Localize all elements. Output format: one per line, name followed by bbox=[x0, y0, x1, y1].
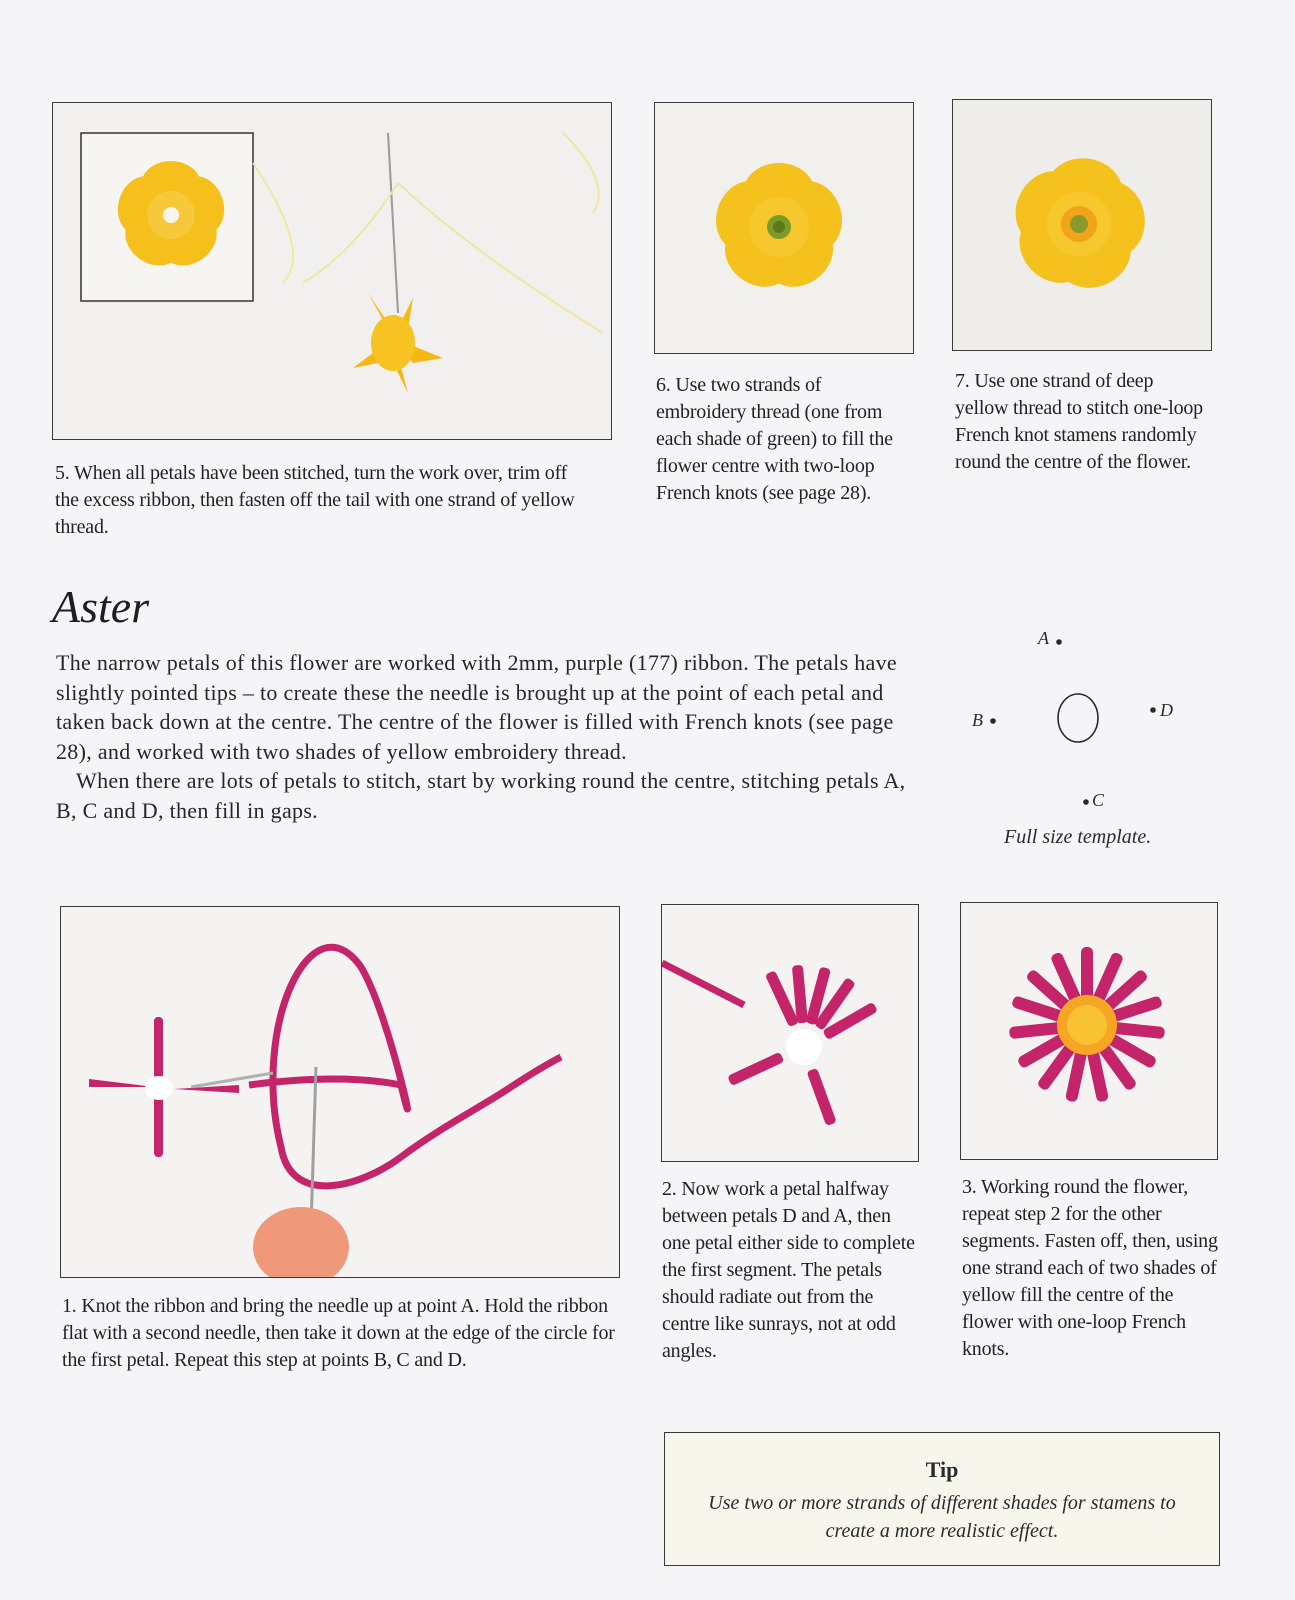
photo-step-6 bbox=[654, 102, 914, 354]
template-caption: Full size template. bbox=[1004, 826, 1152, 848]
caption-step-6: 6. Use two strands of embroidery thread (one from each shade of green) to fill the flower centre with two-loop French knots (see page 28). bbox=[656, 374, 893, 504]
template-label-c: C bbox=[1092, 790, 1105, 810]
point-b-dot bbox=[990, 718, 996, 724]
tip-title: Tip bbox=[925, 1457, 959, 1482]
point-d-dot bbox=[1150, 707, 1156, 713]
caption-step-2: 2. Now work a petal halfway between petals D and A, then one petal either side to complete the first segment. The petals should radiate out from the centre like sunrays, not at odd angles. bbox=[662, 1178, 915, 1362]
photo-step-7 bbox=[952, 99, 1212, 351]
point-a-dot bbox=[1056, 639, 1062, 645]
section-body bbox=[56, 648, 916, 825]
full-size-template bbox=[960, 620, 1200, 820]
caption-step-7: 7. Use one strand of deep yellow thread to stitch one-loop French knot stamens randomly round the centre of the flower. bbox=[955, 370, 1203, 473]
photo-step-3 bbox=[960, 902, 1218, 1160]
centre-circle bbox=[1058, 694, 1098, 742]
point-c-dot bbox=[1083, 799, 1089, 805]
caption-step-5: 5. When all petals have been stitched, turn the work over, trim off the excess ribbon, then fasten off the tail with one strand of yellow thread. bbox=[55, 462, 575, 538]
section-title: Aster bbox=[52, 581, 150, 632]
photo-step-5 bbox=[52, 102, 612, 440]
caption-step-3: 3. Working round the flower, repeat step 2 for the other segments. Fasten off, then, using one strand each of two shades of yellow fill the centre of the flower with one-loop French knots. bbox=[962, 1176, 1218, 1360]
template-label-d: D bbox=[1160, 700, 1173, 720]
photo-step-1 bbox=[60, 906, 620, 1278]
caption-step-1: 1. Knot the ribbon and bring the needle up at point A. Hold the ribbon flat with a second needle, then take it down at the edge of the circle for the first petal. Repeat this step at points B, C and D. bbox=[62, 1295, 615, 1371]
tip-text: Use two or more strands of different shades for stamens to create a more realistic effect. bbox=[708, 1492, 1176, 1542]
template-label-b: B bbox=[972, 710, 983, 730]
template-label-a: A bbox=[1038, 628, 1049, 648]
tip-box bbox=[664, 1432, 1220, 1566]
body-paragraph-2: When there are lots of petals to stitch, start by working round the centre, stitching petals A, B, C and D, then fill in gaps. bbox=[56, 768, 906, 823]
photo-step-2 bbox=[661, 904, 919, 1162]
body-paragraph-1: The narrow petals of this flower are worked with 2mm, purple (177) ribbon. The petals have slightly pointed tips – to create these the needle is brought up at the point of each petal and taken back down at the centre. The centre of the flower is filled with French knots (see page 28), and worked with two shades of yellow embroidery thread. bbox=[56, 650, 897, 764]
